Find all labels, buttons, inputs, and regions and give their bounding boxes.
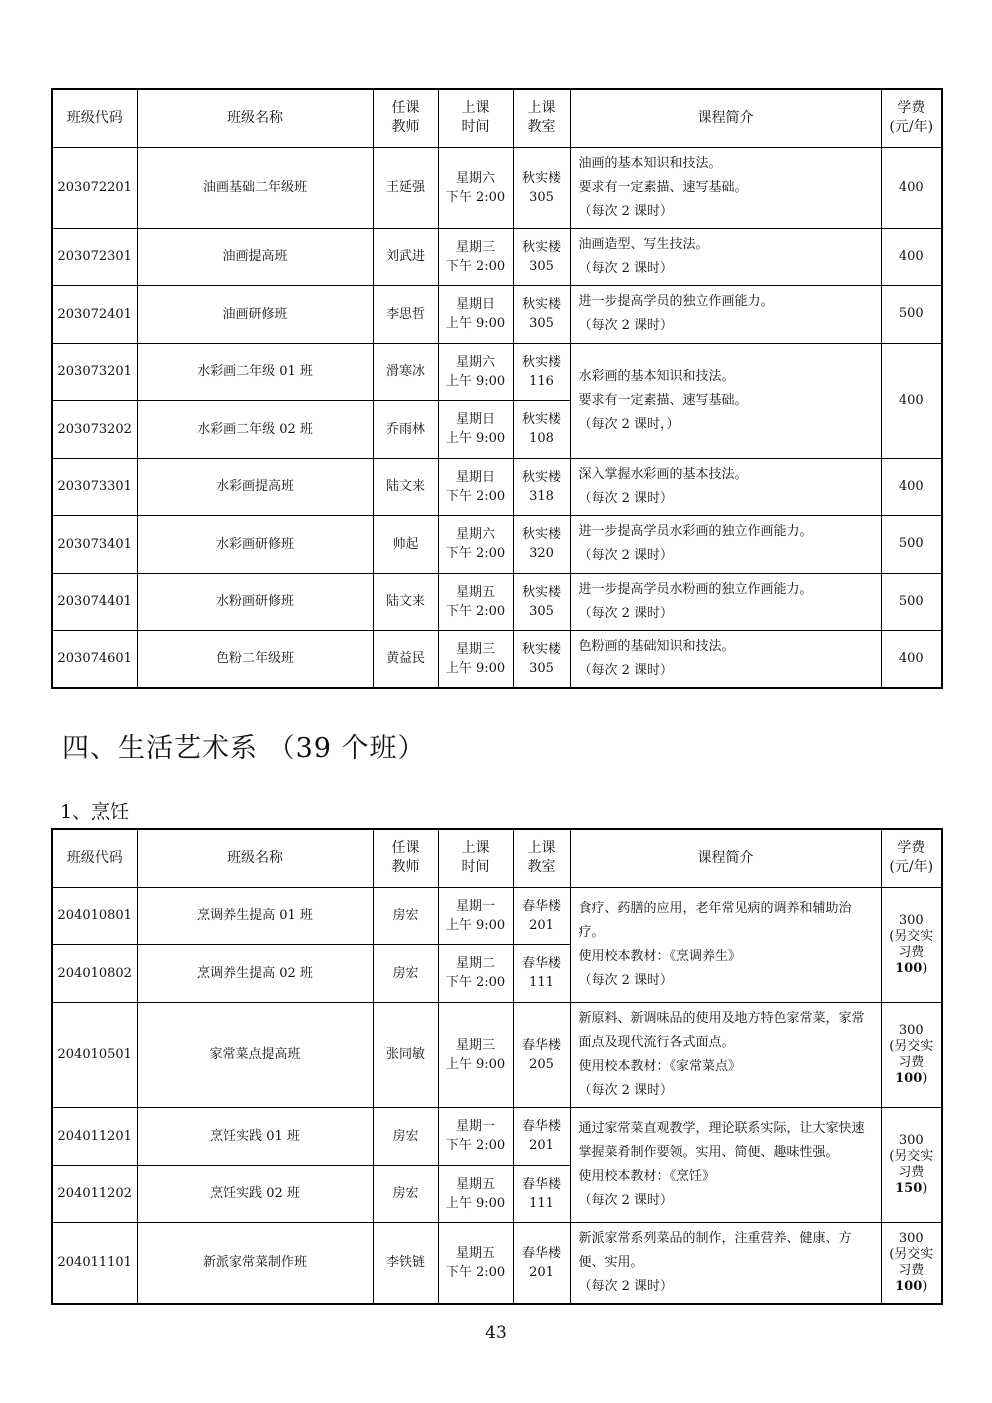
class-time: 星期日 上午 9:00 — [438, 400, 513, 458]
class-time: 星期五 下午 2:00 — [438, 1222, 513, 1304]
course-description: 新原料、新调味品的使用及地方特色家常菜，家常面点及现代流行各式面点。 使用校本教材：《家常菜点》 （每次 2 课时） — [570, 1002, 881, 1107]
course-description: 水彩画的基本知识和技法。 要求有一定素描、速写基础。 （每次 2 课时，） — [570, 343, 881, 458]
teacher: 乔雨林 — [373, 400, 438, 458]
teacher: 房宏 — [373, 1107, 438, 1165]
page-number: 43 — [485, 1323, 507, 1343]
classroom: 秋实楼 305 — [513, 147, 570, 228]
table-row — [52, 228, 942, 285]
class-code: 203072201 — [52, 147, 137, 228]
tuition-fee: 300 (另交实 习费 100) — [881, 887, 942, 1002]
class-name: 新派家常菜制作班 — [137, 1222, 373, 1304]
table-row — [52, 343, 942, 400]
table-header-row — [52, 89, 942, 147]
class-code: 203074601 — [52, 630, 137, 688]
class-code: 203072301 — [52, 228, 137, 285]
tuition-fee: 500 — [881, 285, 942, 343]
header-room: 上课 教室 — [513, 829, 570, 887]
class-name: 油画提高班 — [137, 228, 373, 285]
table-row — [52, 285, 942, 343]
tuition-fee: 500 — [881, 515, 942, 573]
class-code: 203073301 — [52, 458, 137, 515]
class-name: 色粉二年级班 — [137, 630, 373, 688]
table-row — [52, 573, 942, 630]
classroom: 春华楼 201 — [513, 887, 570, 944]
teacher: 房宏 — [373, 1165, 438, 1222]
class-time: 星期二 下午 2:00 — [438, 944, 513, 1002]
class-time: 星期六 下午 2:00 — [438, 147, 513, 228]
header-desc: 课程简介 — [570, 829, 881, 887]
class-time: 星期六 上午 9:00 — [438, 343, 513, 400]
table-row — [52, 1002, 942, 1107]
teacher: 李铁链 — [373, 1222, 438, 1304]
schedule-table-art — [51, 88, 943, 689]
classroom: 秋实楼 108 — [513, 400, 570, 458]
course-description: 新派家常系列菜品的制作，注重营养、健康、方便、实用。 （每次 2 课时） — [570, 1222, 881, 1304]
teacher: 房宏 — [373, 887, 438, 944]
class-time: 星期一 下午 2:00 — [438, 1107, 513, 1165]
table-row — [52, 458, 942, 515]
table-row — [52, 147, 942, 228]
classroom: 秋实楼 305 — [513, 630, 570, 688]
tuition-fee: 300 (另交实 习费 150) — [881, 1107, 942, 1222]
class-time: 星期日 上午 9:00 — [438, 285, 513, 343]
class-time: 星期五 下午 2:00 — [438, 573, 513, 630]
tuition-fee: 500 — [881, 573, 942, 630]
class-name: 家常菜点提高班 — [137, 1002, 373, 1107]
classroom: 春华楼 201 — [513, 1222, 570, 1304]
classroom: 春华楼 111 — [513, 1165, 570, 1222]
class-code: 203073202 — [52, 400, 137, 458]
class-time: 星期三 上午 9:00 — [438, 630, 513, 688]
table-row — [52, 1222, 942, 1304]
header-teacher: 任课 教师 — [373, 829, 438, 887]
sub-section-title: 1、烹饪 — [60, 801, 130, 823]
class-time: 星期五 上午 9:00 — [438, 1165, 513, 1222]
table-row — [52, 887, 942, 944]
teacher: 陆文来 — [373, 458, 438, 515]
header-fee: 学费 (元/年) — [881, 89, 942, 147]
course-description: 进一步提高学员的独立作画能力。 （每次 2 课时） — [570, 285, 881, 343]
table-row — [52, 1107, 942, 1165]
teacher: 黄益民 — [373, 630, 438, 688]
class-code: 204011202 — [52, 1165, 137, 1222]
section-title: 四、生活艺术系 （39 个班） — [62, 733, 426, 764]
teacher: 张同敏 — [373, 1002, 438, 1107]
table-row — [52, 630, 942, 688]
class-time: 星期三 上午 9:00 — [438, 1002, 513, 1107]
course-description: 深入掌握水彩画的基本技法。 （每次 2 课时） — [570, 458, 881, 515]
tuition-fee: 400 — [881, 343, 942, 458]
class-name: 水彩画二年级 02 班 — [137, 400, 373, 458]
table-row — [52, 515, 942, 573]
teacher: 陆文来 — [373, 573, 438, 630]
classroom: 春华楼 205 — [513, 1002, 570, 1107]
classroom: 秋实楼 305 — [513, 285, 570, 343]
class-time: 星期三 下午 2:00 — [438, 228, 513, 285]
teacher: 房宏 — [373, 944, 438, 1002]
tuition-fee: 400 — [881, 630, 942, 688]
header-desc: 课程简介 — [570, 89, 881, 147]
classroom: 秋实楼 116 — [513, 343, 570, 400]
class-time: 星期日 下午 2:00 — [438, 458, 513, 515]
teacher: 王延强 — [373, 147, 438, 228]
classroom: 秋实楼 318 — [513, 458, 570, 515]
course-description: 进一步提高学员水粉画的独立作画能力。 （每次 2 课时） — [570, 573, 881, 630]
schedule-table-cooking — [51, 828, 943, 1305]
class-name: 水彩画研修班 — [137, 515, 373, 573]
class-name: 油画基础二年级班 — [137, 147, 373, 228]
header-name: 班级名称 — [137, 829, 373, 887]
class-time: 星期一 上午 9:00 — [438, 887, 513, 944]
table-header-row — [52, 829, 942, 887]
class-name: 烹饪实践 01 班 — [137, 1107, 373, 1165]
class-code: 204010801 — [52, 887, 137, 944]
header-time: 上课 时间 — [438, 89, 513, 147]
class-time: 星期六 下午 2:00 — [438, 515, 513, 573]
header-room: 上课 教室 — [513, 89, 570, 147]
header-code: 班级代码 — [52, 89, 137, 147]
teacher: 刘武进 — [373, 228, 438, 285]
class-code: 203073201 — [52, 343, 137, 400]
class-name: 烹饪实践 02 班 — [137, 1165, 373, 1222]
teacher: 滑寒冰 — [373, 343, 438, 400]
classroom: 春华楼 201 — [513, 1107, 570, 1165]
teacher: 李思哲 — [373, 285, 438, 343]
class-name: 水彩画提高班 — [137, 458, 373, 515]
tuition-fee: 400 — [881, 228, 942, 285]
classroom: 春华楼 111 — [513, 944, 570, 1002]
header-time: 上课 时间 — [438, 829, 513, 887]
class-name: 油画研修班 — [137, 285, 373, 343]
header-code: 班级代码 — [52, 829, 137, 887]
tuition-fee: 400 — [881, 147, 942, 228]
tuition-fee: 300 (另交实 习费 100) — [881, 1002, 942, 1107]
class-name: 水粉画研修班 — [137, 573, 373, 630]
tuition-fee: 300 (另交实 习费 100) — [881, 1222, 942, 1304]
course-description: 油画造型、写生技法。 （每次 2 课时） — [570, 228, 881, 285]
header-fee: 学费 (元/年) — [881, 829, 942, 887]
tuition-fee: 400 — [881, 458, 942, 515]
class-code: 203072401 — [52, 285, 137, 343]
header-teacher: 任课 教师 — [373, 89, 438, 147]
class-code: 204011101 — [52, 1222, 137, 1304]
classroom: 秋实楼 305 — [513, 228, 570, 285]
class-code: 204010802 — [52, 944, 137, 1002]
course-description: 色粉画的基础知识和技法。 （每次 2 课时） — [570, 630, 881, 688]
teacher: 帅起 — [373, 515, 438, 573]
course-description: 油画的基本知识和技法。 要求有一定素描、速写基础。 （每次 2 课时） — [570, 147, 881, 228]
classroom: 秋实楼 305 — [513, 573, 570, 630]
class-code: 203073401 — [52, 515, 137, 573]
course-description: 进一步提高学员水彩画的独立作画能力。 （每次 2 课时） — [570, 515, 881, 573]
class-name: 水彩画二年级 01 班 — [137, 343, 373, 400]
course-description: 食疗、药膳的应用，老年常见病的调养和辅助治疗。 使用校本教材：《烹调养生》 （每次 2 课时） — [570, 887, 881, 1002]
class-name: 烹调养生提高 02 班 — [137, 944, 373, 1002]
classroom: 秋实楼 320 — [513, 515, 570, 573]
class-code: 203074401 — [52, 573, 137, 630]
header-name: 班级名称 — [137, 89, 373, 147]
class-name: 烹调养生提高 01 班 — [137, 887, 373, 944]
course-description: 通过家常菜直观教学，理论联系实际，让大家快速掌握菜肴制作要领。实用、简便、趣味性强。 使用校本教材：《烹饪》 （每次 2 课时） — [570, 1107, 881, 1222]
class-code: 204010501 — [52, 1002, 137, 1107]
class-code: 204011201 — [52, 1107, 137, 1165]
